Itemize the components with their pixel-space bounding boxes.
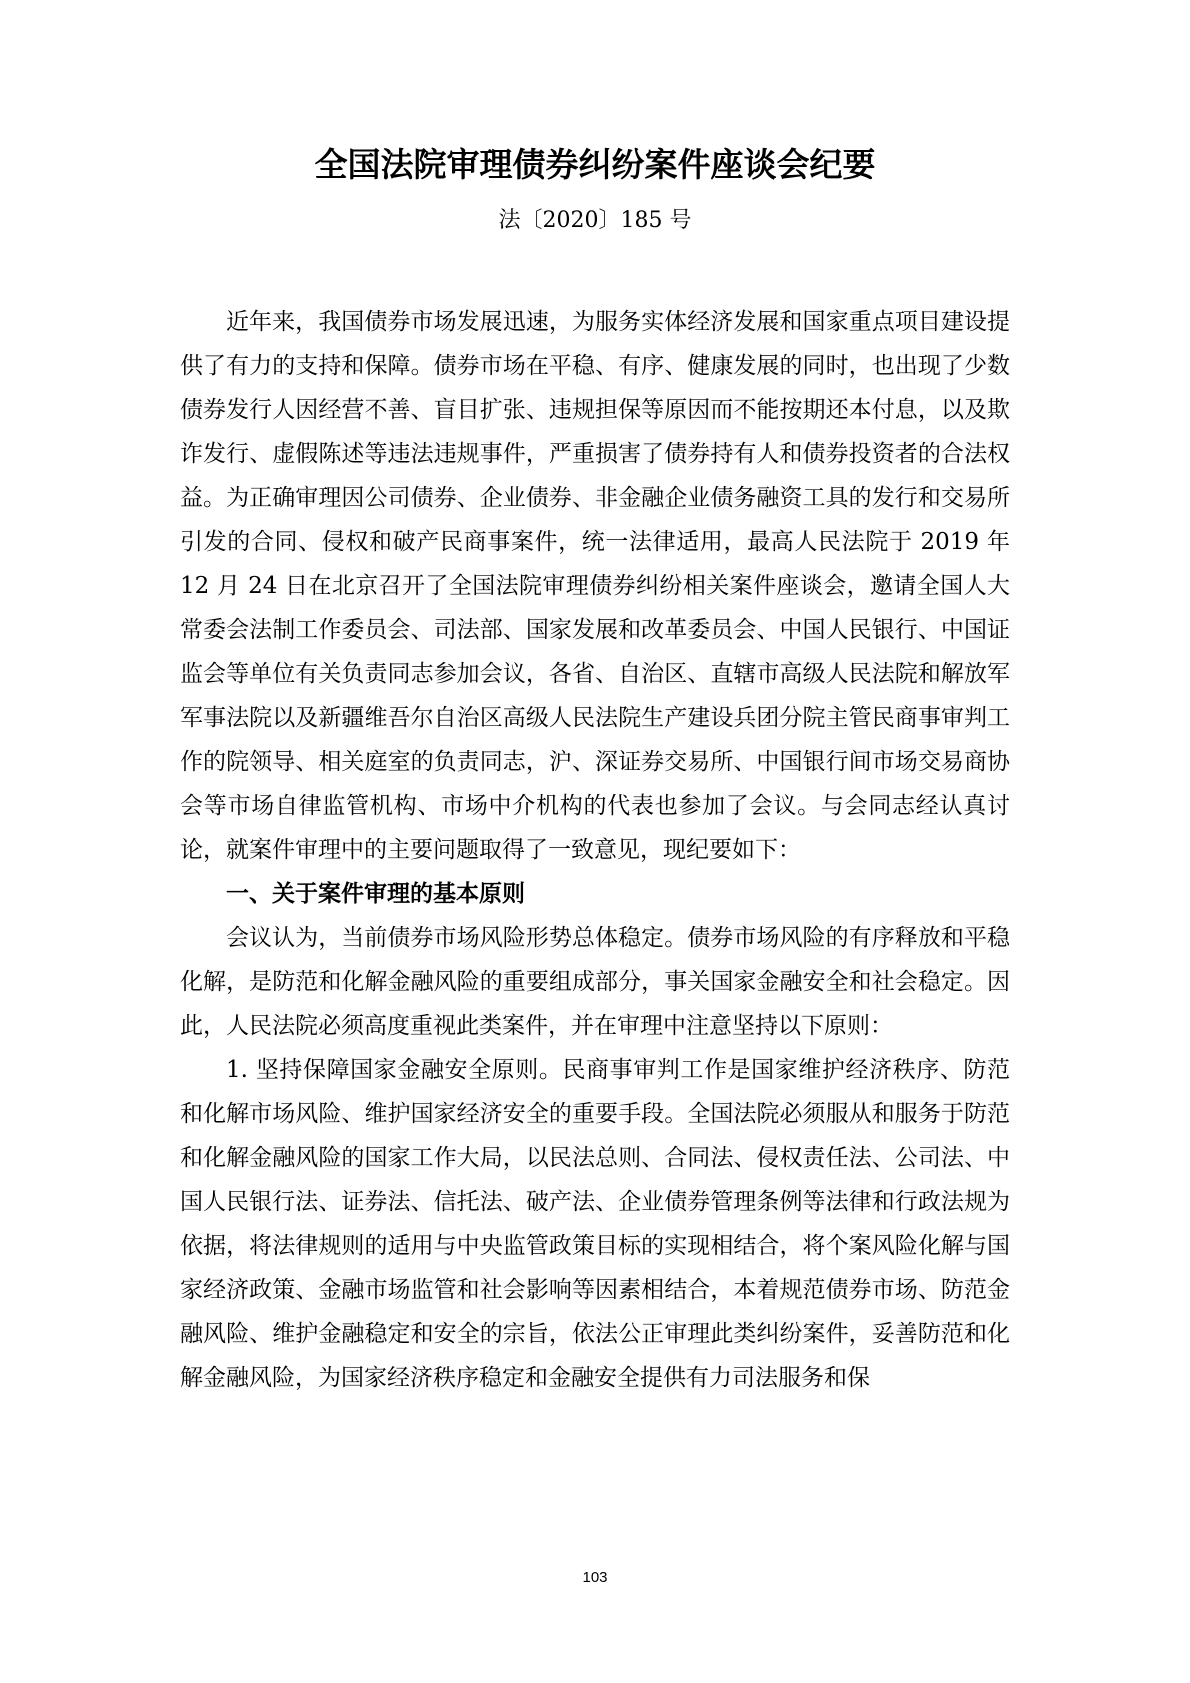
principle-paragraph: 1. 坚持保障国家金融安全原则。民商事审判工作是国家维护经济秩序、防范和化解市场风险、维护国家经济安全的重要手段。全国法院必须服从和服务于防范和化解金融风险的国家工作大局，以民法总则、合同法、侵权责任法、公司法、中国人民银行法、证券法、信托法、破产法、企业债券管理条例等法律和行政法规为依据，将法律规则的适用与中央监管政策目标的实现相结合，将个案风险化解与国家经济政策、金融市场监管和社会影响等因素相结合，本着规范债券市场、防范金融风险、维护金融稳定和安全的宗旨，依法公正审理此类纠纷案件，妥善防范和化解金融风险，为国家经济秩序稳定和金融安全提供有力司法服务和保 bbox=[180, 1057, 1010, 1391]
document-number: 法〔2020〕185 号 bbox=[498, 208, 692, 233]
document-title: 全国法院审理债券纠纷案件座谈会纪要 bbox=[314, 145, 876, 184]
intro-paragraph: 近年来，我国债券市场发展迅速，为服务实体经济发展和国家重点项目建设提供了有力的支持和保障。债券市场在平稳、有序、健康发展的同时，也出现了少数债券发行人因经营不善、盲目扩张、违规担保等原因而不能按期还本付息，以及欺诈发行、虚假陈述等违法违规事件，严重损害了债券持有人和债券投资者的合法权益。为正确审理因公司债券、企业债券、非金融企业债务融资工具的发行和交易所引发的合同、侵权和破产民商事案件，统一法律适用，最高人民法院于 2019 年 12 月 24 日在北京召开了全国法院审理债券纠纷相关案件座谈会，邀请全国人大常委会法制工作委员会、司法部、国家发展和改革委员会、中国人民银行、中国证监会等单位有关负责同志参加会议，各省、自治区、直辖市高级人民法院和解放军军事法院以及新疆维吾尔自治区高级人民法院生产建设兵团分院主管民商事审判工作的院领导、相关庭室的负责同志，沪、深证券交易所、中国银行间市场交易商协会等市场自律监管机构、市场中介机构的代表也参加了会议。与会同志经认真讨论，就案件审理中的主要问题取得了一致意见，现纪要如下： bbox=[180, 309, 1010, 863]
section-heading: 一、关于案件审理的基本原则 bbox=[226, 881, 525, 907]
document-body bbox=[180, 300, 1010, 1400]
section-paragraph: 会议认为，当前债券市场风险形势总体稳定。债券市场风险的有序释放和平稳化解，是防范和化解金融风险的重要组成部分，事关国家金融安全和社会稳定。因此，人民法院必须高度重视此类案件，并在审理中注意坚持以下原则： bbox=[180, 925, 1010, 1039]
page-number: 103 bbox=[582, 1569, 608, 1586]
